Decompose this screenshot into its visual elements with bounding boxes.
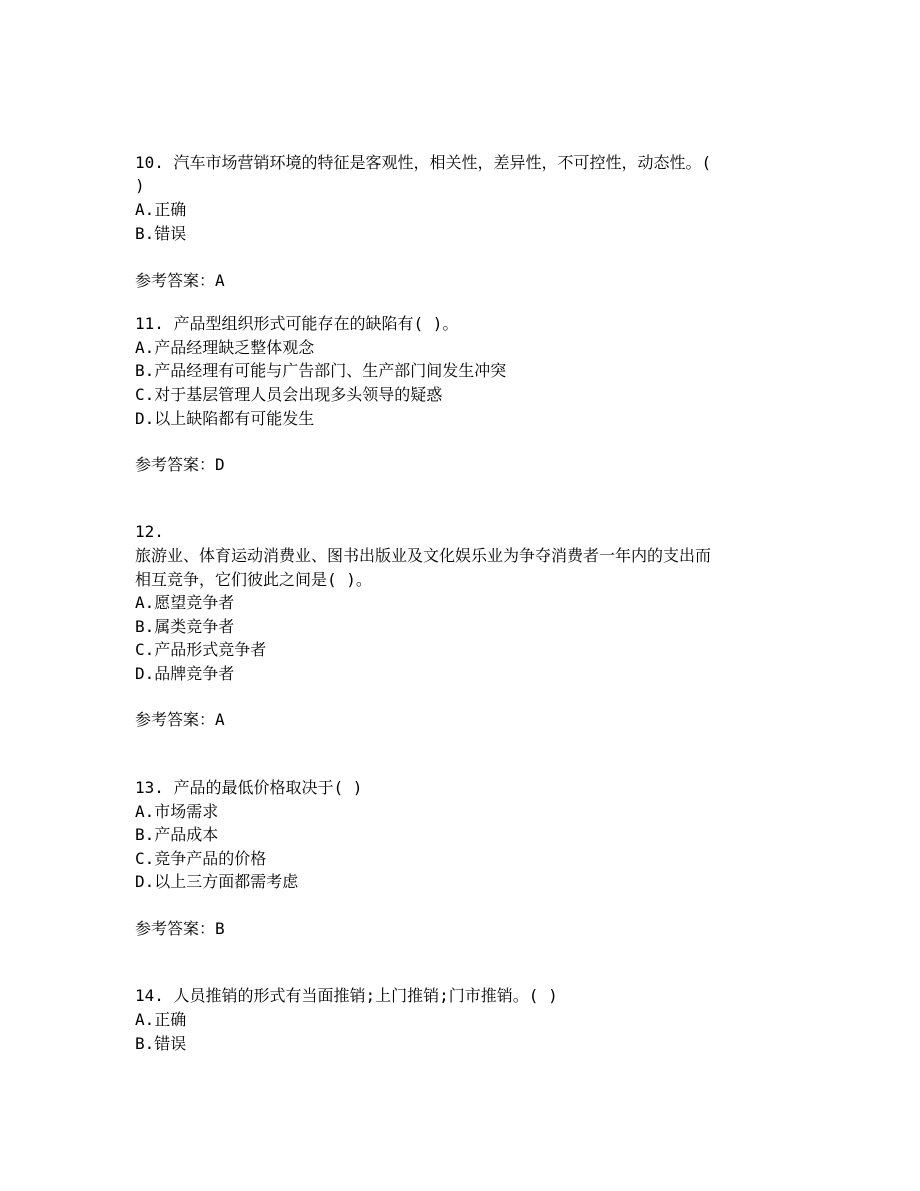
- question-14-option-a: A.正确: [135, 1010, 187, 1029]
- question-10-stem-line-1: 10. 汽车市场营销环境的特征是客观性，相关性，差异性，不可控性，动态性。(: [135, 153, 712, 172]
- question-11-answer: 参考答案：D: [135, 455, 225, 474]
- question-13-stem: 13. 产品的最低价格取决于( ): [135, 778, 363, 797]
- question-12-stem-line-2: 相互竞争，它们彼此之间是( )。: [135, 570, 372, 589]
- question-13-answer: 参考答案：B: [135, 919, 225, 938]
- question-12-stem-line-1: 旅游业、体育运动消费业、图书出版业及文化娱乐业为争夺消费者一年内的支出而: [135, 546, 712, 565]
- question-10-option-a: A.正确: [135, 200, 187, 219]
- question-12-option-b: B.属类竞争者: [135, 617, 235, 636]
- question-13-option-d: D.以上三方面都需考虑: [135, 872, 299, 891]
- question-11-option-c: C.对于基层管理人员会出现多头领导的疑惑: [135, 385, 443, 404]
- question-12-option-a: A.愿望竞争者: [135, 593, 235, 612]
- question-13-option-a: A.市场需求: [135, 802, 219, 821]
- question-11-stem: 11. 产品型组织形式可能存在的缺陷有( )。: [135, 314, 459, 333]
- question-12-answer: 参考答案：A: [135, 710, 225, 729]
- question-10-stem-line-2: ): [135, 176, 145, 195]
- question-10-answer: 参考答案：A: [135, 271, 225, 290]
- question-11-option-b: B.产品经理有可能与广告部门、生产部门间发生冲突: [135, 361, 507, 380]
- question-12-option-c: C.产品形式竞争者: [135, 640, 267, 659]
- question-13-option-b: B.产品成本: [135, 825, 219, 844]
- question-11-option-d: D.以上缺陷都有可能发生: [135, 409, 315, 428]
- question-10-option-b: B.错误: [135, 224, 187, 243]
- question-14-stem: 14. 人员推销的形式有当面推销;上门推销;门市推销。( ): [135, 986, 558, 1005]
- question-11-option-a: A.产品经理缺乏整体观念: [135, 338, 315, 357]
- question-12-option-d: D.品牌竞争者: [135, 664, 235, 683]
- question-13-option-c: C.竞争产品的价格: [135, 849, 267, 868]
- question-14-option-b: B.错误: [135, 1034, 187, 1053]
- question-12-number: 12.: [135, 522, 164, 541]
